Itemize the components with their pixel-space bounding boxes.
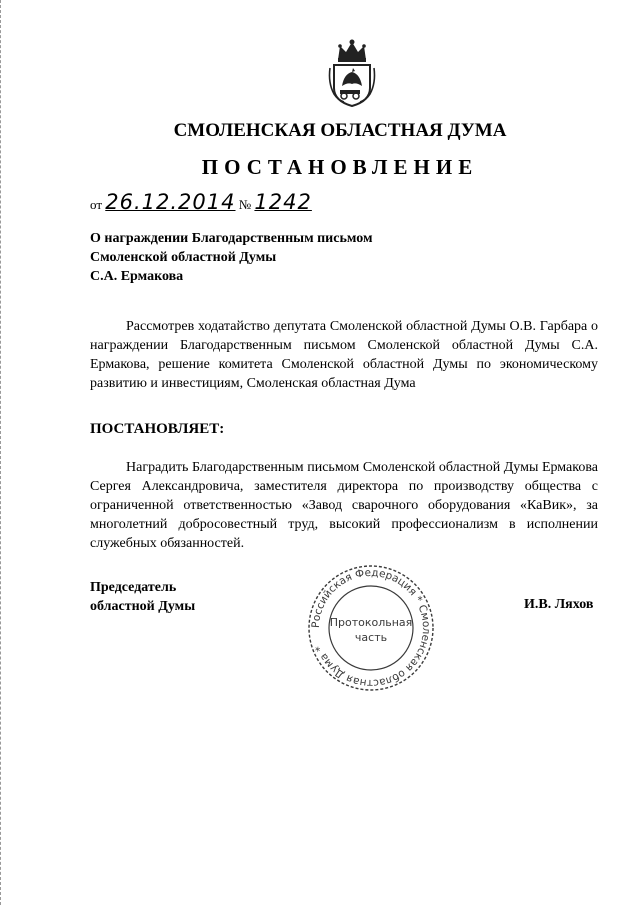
official-stamp xyxy=(306,563,436,693)
handwritten-number: 1242 xyxy=(254,190,312,214)
subject-line: С.А. Ермакова xyxy=(90,269,184,284)
stamp-inner-line: часть xyxy=(354,631,388,644)
subject-line: Смоленской областной Думы xyxy=(90,250,277,265)
signatory-title-line: Председатель xyxy=(90,580,177,595)
signatory-title-line: областной Думы xyxy=(90,599,196,614)
document-type-heading: ПОСТАНОВЛЕНИЕ xyxy=(201,155,479,179)
document-subject xyxy=(90,229,430,286)
number-prefix: № xyxy=(238,197,252,212)
resolves-heading: ПОСТАНОВЛЯЕТ: xyxy=(90,421,225,437)
resolution-paragraph: Наградить Благодарственным письмом Смоленской областной Думы Ермакова Сергея Александровича, заместителя директора по производству общества с ограниченной ответственностью «Завод сварочного оборудования «КаВик», за многолетний добросовестный труд, высокий профессионализм в исполнении служебных обязанностей. xyxy=(90,460,598,551)
date-number-line xyxy=(90,190,312,214)
stamp-inner-line: Протокольная xyxy=(329,616,413,629)
organization-title: СМОЛЕНСКАЯ ОБЛАСТНАЯ ДУМА xyxy=(173,120,507,141)
stamp-outer-text: Российская Федерация * Смоленская областная Дума * xyxy=(309,566,433,690)
preamble-paragraph: Рассмотрев ходатайство депутата Смоленской областной Думы О.В. Гарбара о награждении Благодарственным письмом Смоленской областной Думы С.А. Ермакова, решение комитета Смоленской областной Думы по экономическому развитию и инвестициям, Смоленская областная Дума xyxy=(90,319,598,391)
date-prefix: от xyxy=(90,197,103,212)
coat-of-arms-icon xyxy=(326,38,378,108)
signatory-name: И.В. Ляхов xyxy=(524,597,594,612)
handwritten-date: 26.12.2014 xyxy=(105,190,236,214)
signatory-title xyxy=(90,578,195,616)
subject-line: О награждении Благодарственным письмом xyxy=(90,231,373,246)
